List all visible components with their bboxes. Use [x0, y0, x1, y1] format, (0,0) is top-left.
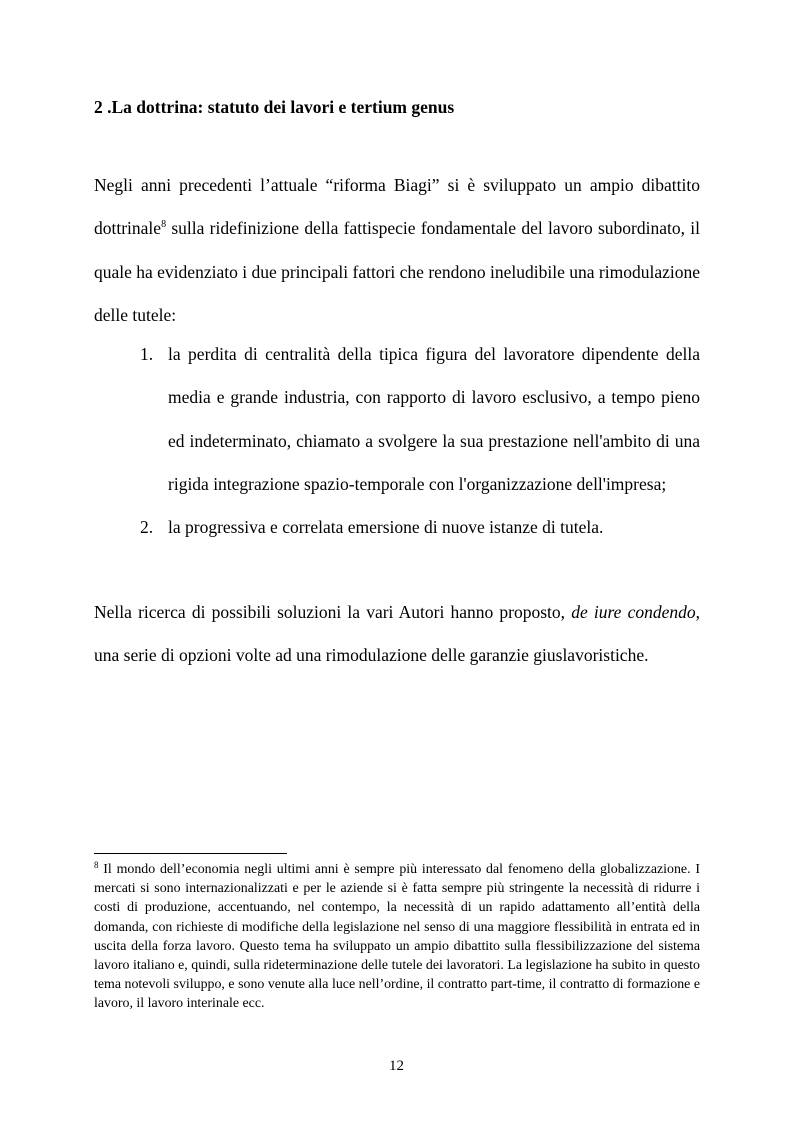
numbered-list: [94, 333, 700, 549]
list-item-number: 1.: [140, 344, 154, 364]
footnote-text: Il mondo dell’economia negli ultimi anni è sempre più interessato dal fenomeno della globalizzazione. I mercati si sono internazionalizzati e per le aziende si è fatta sempre più stringente la necessità di ridurre i costi di produzione, accentuando, nel contempo, la necessità di un rapido adattamento all’entità della domanda, con richieste di modifiche della legislazione nel senso di una maggiore flessibilità in entrata ed in uscita della forza lavoro. Questo tema ha sviluppato un ampio dibattito sulla flessibilizzazione del sistema lavoro italiano e, quindi, sulla rideterminazione delle tutele dei lavoratori. La legislazione ha subito in questo tema notevoli sviluppo, e sono venute alla luce nell’ordine, il contratto part-time, il contratto di formazione e lavoro, il lavoro interinale ecc.: [94, 862, 700, 1012]
intro-paragraph: [94, 164, 700, 337]
closing-text-continued: , una serie di opzioni volte ad una rimodulazione delle garanzie giuslavoristiche.: [94, 602, 701, 666]
list-item-text: la progressiva e correlata emersione di nuove istanze di tutela.: [168, 517, 604, 538]
latin-phrase: de iure condendo: [571, 602, 696, 622]
intro-text-continued: sulla ridefinizione della fattispecie fondamentale del lavoro subordinato, il quale ha evidenziato i due principali fattori che rendono ineludibile una rimodulazione delle tutele:: [94, 218, 700, 325]
closing-text: Nella ricerca di possibili soluzioni la vari Autori hanno proposto,: [94, 602, 572, 622]
intro-text: Negli anni precedenti l’attuale “riforma Biagi” si è sviluppato un ampio dibattito dottrinale: [94, 175, 700, 239]
closing-paragraph: [94, 591, 700, 678]
list-item-number: 2.: [140, 517, 154, 538]
footnote-separator: [94, 853, 287, 854]
footnote: [94, 860, 700, 1014]
page-number: 12: [389, 1058, 404, 1074]
list-item: [94, 333, 700, 506]
footnote-mark: 8: [94, 860, 99, 870]
footnote-reference[interactable]: 8: [161, 219, 167, 231]
section-heading: 2 .La dottrina: statuto dei lavori e tertium genus: [94, 97, 455, 117]
list-item: [94, 506, 700, 549]
list-item-text: la perdita di centralità della tipica figura del lavoratore dipendente della media e grande industria, con rapporto di lavoro esclusivo, a tempo pieno ed indeterminato, chiamato a svolgere la sua prestazione nell'ambito di una rigida integrazione spazio-temporale con l'organizzazione dell'impresa;: [168, 344, 700, 494]
